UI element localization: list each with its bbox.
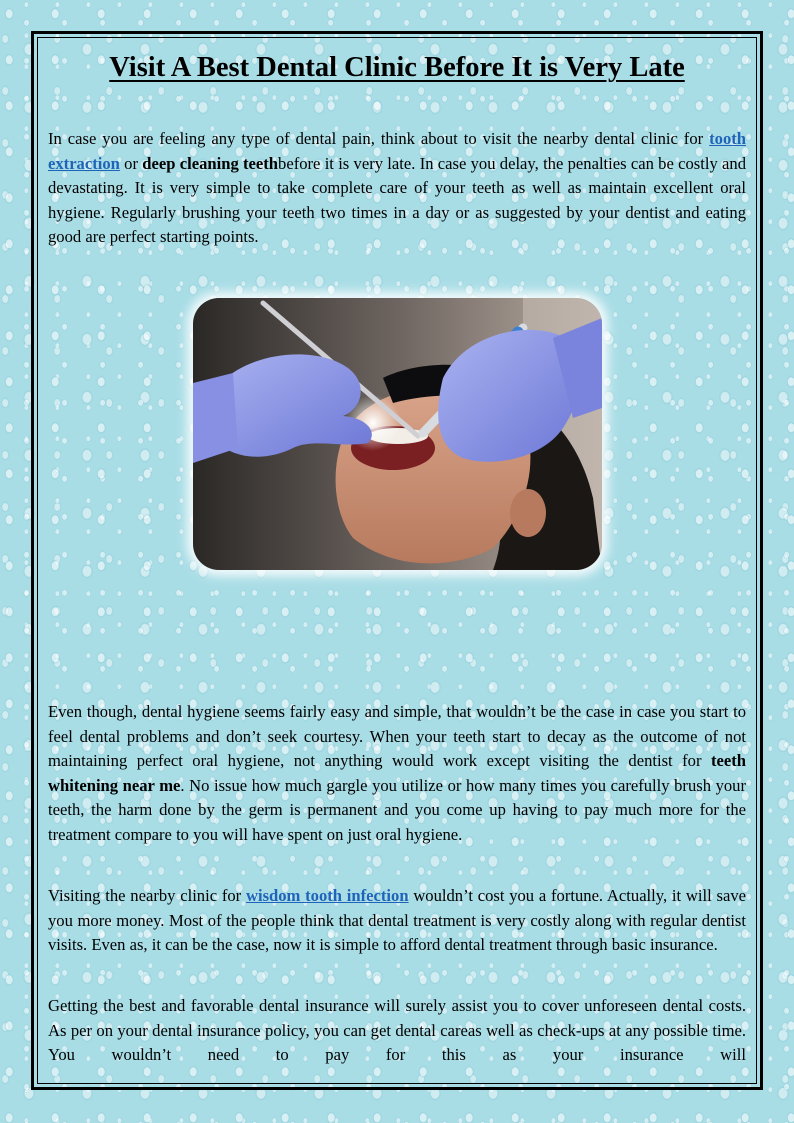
p1-text-2: or (119, 153, 143, 173)
p4-text-1: Getting the best and favorable dental insurance will surely assist you to cover unforeseen dental costs. As per on your dental insurance policy, you can get dental careas well as check-ups at any possible time. You wouldn’t need to pay for this as your insurance will (48, 996, 746, 1064)
tooth-extraction-link[interactable]: tooth extraction (48, 129, 746, 173)
p1-text-3: before it is very late. In case you delay, the penalties can be costly and devastating. It is very simple to take complete care of your teeth as well as maintain excellent oral hygiene. Regularly brushing your teeth two times in a day or as suggested by your dentist and eating good are perfect starting points. (48, 153, 747, 246)
dental-procedure-photo (193, 298, 602, 570)
teeth-whitening-bold: teeth whitening near me (48, 751, 746, 795)
page-title: Visit A Best Dental Clinic Before It is Very Late (109, 52, 685, 83)
paragraph-insurance (48, 994, 746, 1068)
paragraph-hygiene (48, 700, 746, 847)
p2-text-2: . No issue how much gargle you utilize or how many times you carefully brush your teeth, the harm done by the germ is permanent and you come up having to pay much more for the treatment compare to you will have spent on just oral hygiene. (48, 775, 746, 844)
paragraph-cost (48, 884, 746, 958)
p2-text-1: Even though, dental hygiene seems fairly easy and simple, that wouldn’t be the case in case you start to feel dental problems and don’t seek courtesy. When your teeth start to decay as the outcome of not maintaining perfect oral hygiene, not anything would work except visiting the dentist for (48, 702, 746, 770)
p1-text-1: In case you are feeling any type of dental pain, think about to visit the nearby dental clinic for (48, 129, 710, 148)
p3-text-1: Visiting the nearby clinic for (48, 886, 246, 905)
deep-cleaning-bold: deep cleaning teeth (142, 153, 279, 173)
wisdom-tooth-infection-link[interactable]: wisdom tooth infection (245, 886, 409, 905)
paragraph-intro (48, 127, 746, 250)
p3-text-2: wouldn’t cost you a fortune. Actually, it will save you more money. Most of the people think that dental treatment is very costly along with regular dentist visits. Even as, it can be the case, now it is simple to afford dental treatment through basic insurance. (48, 886, 746, 954)
